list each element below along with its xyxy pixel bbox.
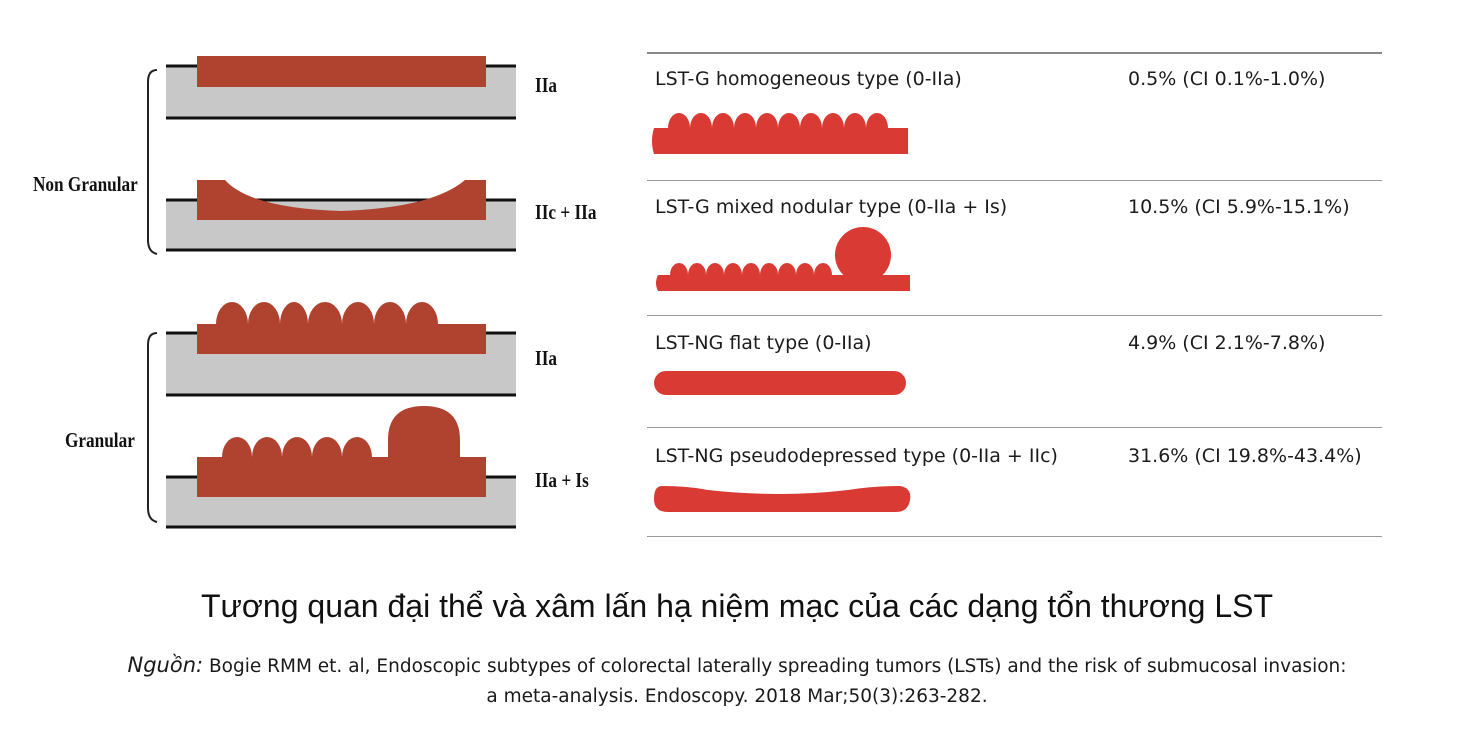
lesion xyxy=(197,406,486,497)
panel-label-ng-iia: IIa xyxy=(535,73,558,97)
panel-ng-iic-iia xyxy=(166,180,516,250)
table-row-divider xyxy=(647,180,1382,181)
table-row-divider xyxy=(647,427,1382,428)
lesion-shape-pseudodepressed xyxy=(648,480,918,520)
lesion xyxy=(197,302,486,354)
panel-label-g-iia-is: IIa + Is xyxy=(535,468,589,492)
source-line-1 xyxy=(0,650,1474,682)
source-label: Nguồn: xyxy=(127,653,204,677)
lesion-shape-flat xyxy=(648,368,918,398)
panel-label-g-iia: IIa xyxy=(535,346,558,370)
panel-label-ng-iic-iia: IIc + IIa xyxy=(535,200,597,224)
table-row-divider xyxy=(647,315,1382,316)
panel-g-iia-is xyxy=(166,406,516,527)
row-rate-lst-g-homogeneous: 0.5% (CI 0.1%-1.0%) xyxy=(1128,68,1326,90)
figure-caption-title: Tương quan đại thể và xâm lấn hạ niệm mạc của các dạng tổn thương LST xyxy=(200,588,1274,624)
lesion xyxy=(197,56,486,87)
figure-caption-source xyxy=(0,650,1474,712)
source-line-2: a meta-analysis. Endoscopy. 2018 Mar;50(3):263-282. xyxy=(486,686,988,707)
table-bottom-rule xyxy=(647,536,1382,537)
lesion-shape-granular xyxy=(648,104,918,160)
row-name-lst-ng-flat: LST-NG flat type (0-IIa) xyxy=(655,332,872,354)
group-label-granular: Granular xyxy=(65,428,135,452)
granular-bracket xyxy=(148,333,157,522)
row-rate-lst-g-mixed-nodular: 10.5% (CI 5.9%-15.1%) xyxy=(1128,196,1350,218)
panel-g-iia xyxy=(166,302,516,395)
panel-ng-iia xyxy=(166,56,516,118)
row-name-lst-ng-pseudodepressed: LST-NG pseudodepressed type (0-IIa + IIc) xyxy=(655,445,1058,467)
row-name-lst-g-mixed-nodular: LST-G mixed nodular type (0-IIa + Is) xyxy=(655,196,1008,218)
table-top-rule xyxy=(647,52,1382,54)
row-name-lst-g-homogeneous: LST-G homogeneous type (0-IIa) xyxy=(655,68,962,90)
group-label-non-granular: Non Granular xyxy=(33,172,138,196)
non-granular-bracket xyxy=(148,70,157,254)
row-rate-lst-ng-flat: 4.9% (CI 2.1%-7.8%) xyxy=(1128,332,1326,354)
lesion-shape-granular-nodule xyxy=(648,225,918,295)
source-citation-part-1: Bogie RMM et. al, Endoscopic subtypes of colorectal laterally spreading tumors (LSTs) and the risk of submucosal invasion: xyxy=(208,656,1347,677)
row-rate-lst-ng-pseudodepressed: 31.6% (CI 19.8%-43.4%) xyxy=(1128,445,1362,467)
